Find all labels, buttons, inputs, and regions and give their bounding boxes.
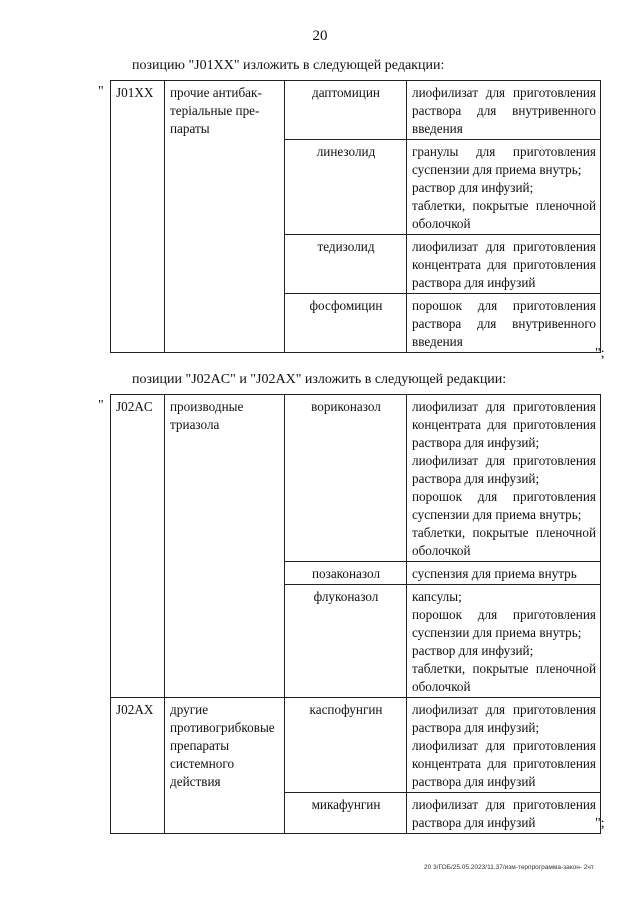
atc-code-cell: J01XX xyxy=(111,81,165,353)
section-2-close-quote: "; xyxy=(595,816,605,831)
dosage-form-line: гранулы для приготовления суспензии для приема внутрь; xyxy=(412,144,596,177)
dosage-form-line: капсулы; xyxy=(412,589,462,604)
dosage-forms-cell xyxy=(407,562,601,585)
document-footer: 20 3/ГОБ/25.05.2023/11.37/изм-терпрограмма-закон- 2чт xyxy=(424,864,594,871)
dosage-form-line: порошок для приготовления суспензии для приема внутрь; xyxy=(412,607,596,640)
dosage-forms-cell xyxy=(407,294,601,353)
section-2-intro: позиции "J02AC" и "J02AX" изложить в следующей редакции: xyxy=(132,372,507,387)
section-1-close-quote: "; xyxy=(595,346,605,361)
atc-code-cell: J02AX xyxy=(111,698,165,834)
dosage-form-line: порошок для приготовления суспензии для приема внутрь; xyxy=(412,489,596,522)
dosage-form-line: лиофилизат для приготовления концентрата для приготовления раствора для инфузий xyxy=(412,239,596,290)
drug-name-cell: тедизолид xyxy=(285,235,407,294)
dosage-form-line: таблетки, покрытые пленочной оболочкой xyxy=(412,525,596,558)
drug-name-cell: даптомицин xyxy=(285,81,407,140)
page-number: 20 xyxy=(312,28,328,44)
dosage-forms-cell xyxy=(407,793,601,834)
dosage-forms-cell xyxy=(407,698,601,793)
drug-name-cell: фосфомицин xyxy=(285,294,407,353)
dosage-form-line: порошок для приготовления раствора для внутривенного введения xyxy=(412,298,596,349)
section-2-table xyxy=(110,394,601,834)
dosage-forms-cell xyxy=(407,395,601,562)
dosage-form-line: таблетки, покрытые пленочной оболочкой xyxy=(412,661,596,694)
drug-name-cell: флуконазол xyxy=(285,585,407,698)
dosage-forms-cell xyxy=(407,235,601,294)
table-row xyxy=(111,81,601,140)
dosage-form-line: лиофилизат для приготовления раствора для инфузий; xyxy=(412,453,596,486)
dosage-forms-cell xyxy=(407,140,601,235)
dosage-form-line: таблетки, покрытые пленочной оболочкой xyxy=(412,198,596,231)
dosage-form-line: раствор для инфузий; xyxy=(412,643,534,658)
dosage-form-line: лиофилизат для приготовления концентрата для приготовления раствора для инфузий xyxy=(412,738,596,789)
dosage-forms-cell xyxy=(407,585,601,698)
dosage-forms-cell xyxy=(407,81,601,140)
atc-code-cell: J02AC xyxy=(111,395,165,698)
dosage-form-line: лиофилизат для приготовления раствора для внутривенного введения xyxy=(412,85,596,136)
dosage-form-line: лиофилизат для приготовления концентрата для приготовления раствора для инфузий; xyxy=(412,399,596,450)
drug-name-cell: линезолид xyxy=(285,140,407,235)
section-2-open-quote: " xyxy=(98,398,104,413)
drug-name-cell: микафунгин xyxy=(285,793,407,834)
dosage-form-line: лиофилизат для приготовления раствора для инфузий xyxy=(412,797,596,830)
dosage-form-line: раствор для инфузий; xyxy=(412,180,534,195)
table-row xyxy=(111,698,601,793)
drug-name-cell: вориконазол xyxy=(285,395,407,562)
group-name-cell: прочие антибак-терiальные пре-параты xyxy=(165,81,285,353)
dosage-form-line: суспензия для приема внутрь xyxy=(412,566,577,581)
group-name-cell: другие противогрибковые препараты системного действия xyxy=(165,698,285,834)
section-1-intro: позицию "J01XX" изложить в следующей редакции: xyxy=(132,58,445,73)
dosage-form-line: лиофилизат для приготовления раствора для инфузий; xyxy=(412,702,596,735)
drug-name-cell: каспофунгин xyxy=(285,698,407,793)
drug-name-cell: позаконазол xyxy=(285,562,407,585)
section-1-open-quote: " xyxy=(98,84,104,99)
section-1-table xyxy=(110,80,601,353)
group-name-cell: производные триазола xyxy=(165,395,285,698)
table-row xyxy=(111,395,601,562)
